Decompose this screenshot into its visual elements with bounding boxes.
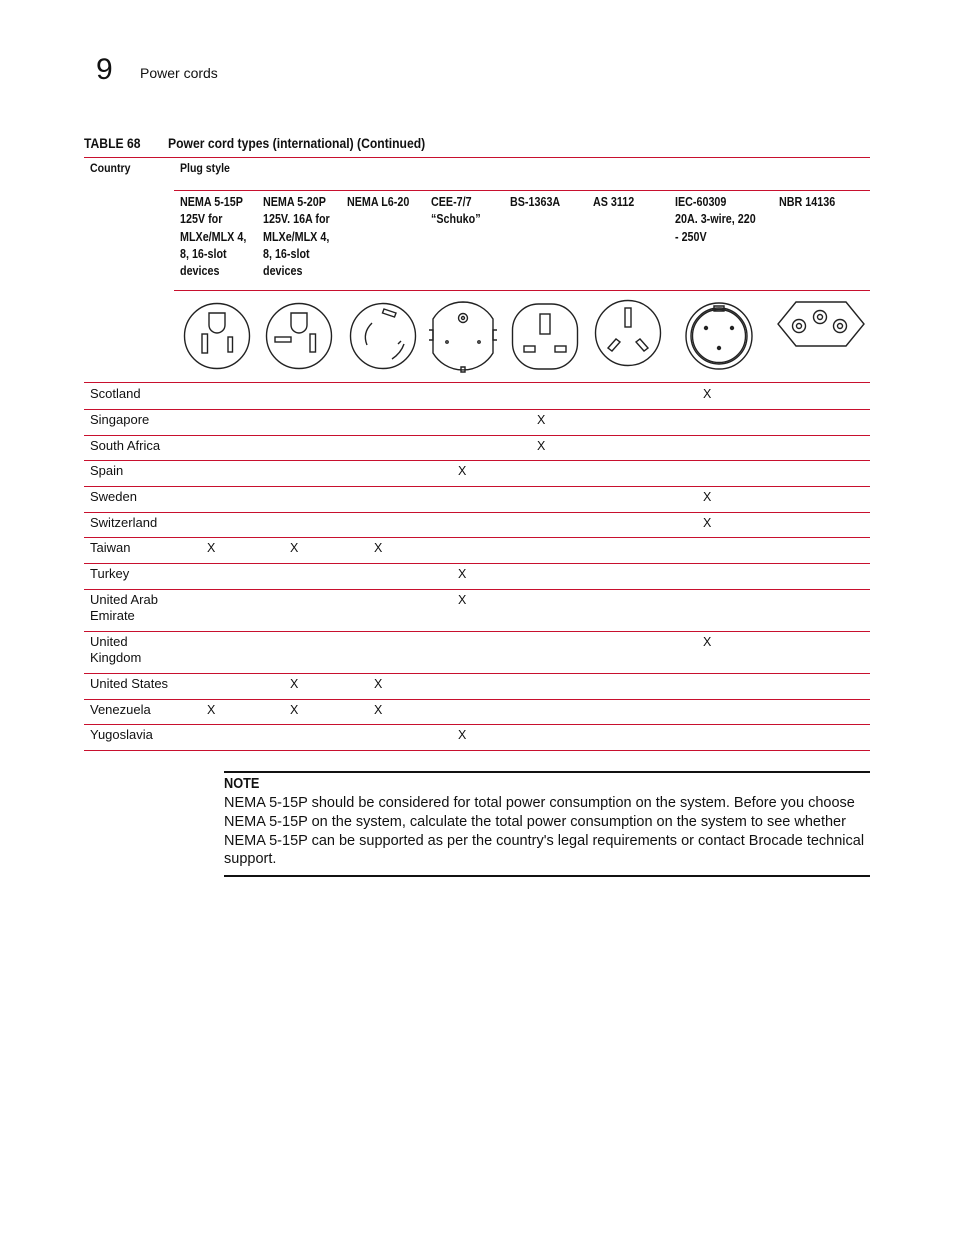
table-row-divider	[84, 563, 870, 564]
column-header	[675, 194, 756, 246]
column-header-line: BS-1363A	[510, 195, 561, 209]
country-name-line: South Africa	[90, 438, 161, 453]
table-row-country	[90, 702, 151, 718]
country-name-line: Spain	[90, 463, 124, 478]
column-header	[431, 194, 481, 229]
table-cell-mark: X	[703, 387, 712, 401]
table-cell-mark: X	[703, 516, 712, 530]
column-header-line: - 250V	[675, 229, 707, 244]
table-row-country	[90, 463, 123, 479]
column-header-line: MLXe/MLX 4,	[180, 229, 247, 244]
column-header-line: NEMA 5-15P	[180, 195, 243, 209]
table-row-country	[90, 566, 129, 582]
country-name-line: Taiwan	[90, 540, 131, 555]
note-heading: NOTE	[224, 776, 260, 792]
plug-images-rule	[174, 290, 870, 291]
table-row-divider	[84, 537, 870, 538]
table-top-rule	[84, 157, 870, 158]
plug-row-bottom-rule	[84, 382, 870, 383]
country-name-line: United States	[90, 676, 169, 691]
table-row-country	[90, 592, 158, 624]
column-header	[779, 194, 835, 211]
table-row-divider	[84, 673, 870, 674]
table-cell-mark: X	[703, 635, 712, 649]
country-name-line: Kingdom	[90, 650, 142, 665]
plug-style-rule	[174, 190, 870, 191]
as-3112-plug-icon	[594, 298, 664, 377]
column-header-line: 8, 16-slot	[263, 246, 310, 261]
table-row-divider	[84, 631, 870, 632]
country-name-line: United Arab	[90, 592, 158, 607]
column-header	[347, 194, 409, 211]
table-row-country	[90, 676, 168, 692]
table-row-divider	[84, 486, 870, 487]
country-name-line: Venezuela	[90, 702, 151, 717]
column-header-line: NBR 14136	[779, 195, 836, 209]
column-header-line: NEMA L6-20	[347, 195, 410, 209]
table-cell-mark: X	[458, 728, 467, 742]
table-row-country	[90, 412, 149, 428]
table-title: Power cord types (international) (Continued)	[168, 136, 426, 151]
country-header: Country	[90, 161, 131, 175]
table-row-country	[90, 634, 141, 666]
chapter-number: 9	[96, 53, 113, 86]
country-name-line: Switzerland	[90, 515, 158, 530]
table-cell-mark: X	[207, 541, 216, 555]
table-cell-mark: X	[374, 703, 383, 717]
column-header-line: 125V. 16A for	[263, 212, 330, 227]
column-header-line: IEC-60309	[675, 195, 727, 209]
note-box	[224, 771, 870, 877]
country-name-line: Turkey	[90, 566, 130, 581]
country-name-line: Singapore	[90, 412, 150, 427]
table-row-country	[90, 540, 130, 556]
table-cell-mark: X	[290, 703, 299, 717]
iec-60309-plug-icon	[684, 298, 754, 379]
column-header-line: NEMA 5-20P	[263, 195, 326, 209]
nbr-14136-plug-icon	[776, 298, 866, 353]
column-header-line: 20A. 3-wire, 220	[675, 212, 756, 227]
column-header	[263, 194, 330, 280]
table-row-country	[90, 727, 153, 743]
cee-7-7-schuko-plug-icon	[427, 298, 499, 383]
column-header-line: AS 3112	[593, 195, 635, 209]
country-name-line: Yugoslavia	[90, 727, 153, 742]
table-cell-mark: X	[537, 439, 546, 453]
bs-1363a-plug-icon	[510, 298, 580, 377]
plug-style-header: Plug style	[180, 161, 230, 175]
table-row-divider	[84, 750, 870, 751]
column-header-line: CEE-7/7	[431, 195, 472, 209]
table-cell-mark: X	[374, 677, 383, 691]
table-row-divider	[84, 460, 870, 461]
table-row-country	[90, 438, 160, 454]
table-row-divider	[84, 724, 870, 725]
column-header-line: devices	[180, 264, 220, 279]
table-row-divider	[84, 409, 870, 410]
column-header-line: MLXe/MLX 4,	[263, 229, 330, 244]
table-row-divider	[84, 435, 870, 436]
table-label: TABLE 68	[84, 136, 141, 151]
table-cell-mark: X	[537, 413, 546, 427]
table-cell-mark: X	[207, 703, 216, 717]
column-header-line: 125V for	[180, 212, 223, 227]
country-name-line: Sweden	[90, 489, 137, 504]
country-name-line: Emirate	[90, 608, 135, 623]
table-cell-mark: X	[458, 593, 467, 607]
table-cell-mark: X	[290, 677, 299, 691]
table-row-divider	[84, 699, 870, 700]
table-row-country	[90, 515, 157, 531]
note-body: NEMA 5-15P should be considered for total power consumption on the system. Before you choose NEMA 5-15P on the system, calculate the total power consumption on the system to see whether NEMA 5-15P can be supported as per the country's legal requirements or contact Brocade technical support.	[224, 795, 865, 868]
table-cell-mark: X	[458, 464, 467, 478]
table-row-divider	[84, 512, 870, 513]
country-name-line: United	[90, 634, 128, 649]
chapter-title: Power cords	[140, 65, 218, 81]
nema-l6-20-plug-icon	[348, 298, 418, 377]
nema-5-15p-plug-icon	[182, 298, 252, 377]
table-cell-mark: X	[374, 541, 383, 555]
country-name-line: Scotland	[90, 386, 141, 401]
table-row-country	[90, 386, 141, 402]
column-header	[593, 194, 634, 211]
table-cell-mark: X	[290, 541, 299, 555]
table-row-country	[90, 489, 137, 505]
table-cell-mark: X	[703, 490, 712, 504]
column-header-line: 8, 16-slot	[180, 246, 227, 261]
column-header-line: devices	[263, 264, 303, 279]
column-header-line: “Schuko”	[431, 212, 481, 227]
nema-5-20p-plug-icon	[264, 298, 334, 377]
table-row-divider	[84, 589, 870, 590]
table-cell-mark: X	[458, 567, 467, 581]
column-header	[180, 194, 246, 280]
column-header	[510, 194, 560, 211]
